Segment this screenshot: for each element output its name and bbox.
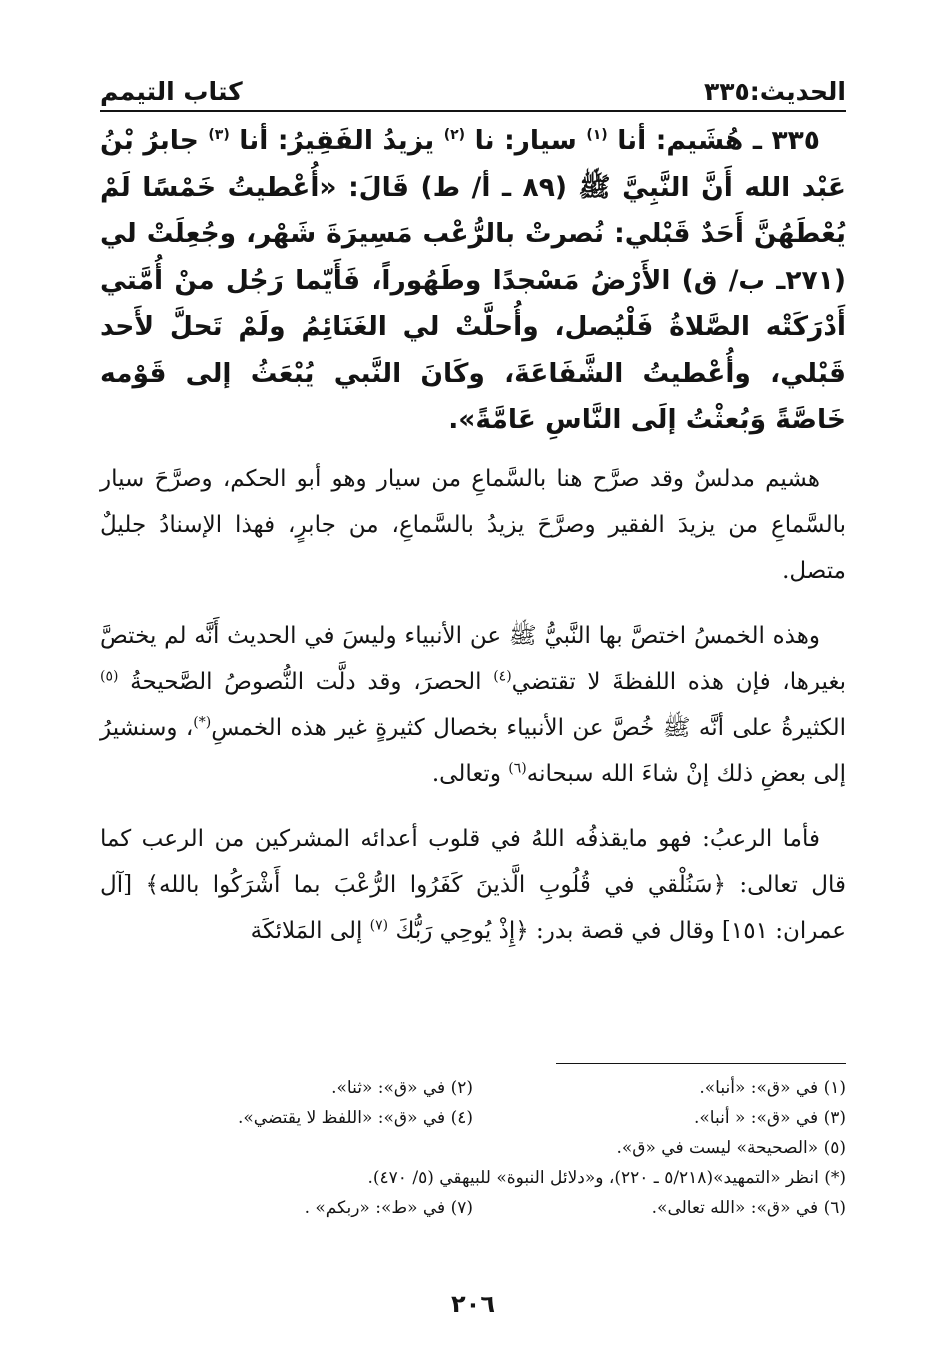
paragraph-segment: الحصرَ، وقد دلَّت النُّصوصُ الصَّحيحةُ xyxy=(118,668,494,695)
footnote-marker: (٣) xyxy=(208,127,230,144)
footnote-marker: (٦) xyxy=(508,759,527,776)
hadith-segment: هُشَيم: أنا xyxy=(607,125,753,156)
footnote-7: (٧) في «ط»: «ربكم» . xyxy=(304,1198,473,1218)
footnote-marker: (٧) xyxy=(369,916,389,933)
header-rule xyxy=(100,110,846,112)
paragraph-segment: إلى المَلائكَة xyxy=(250,917,370,944)
footnote-4: (٤) في «ق»: «اللفظ لا يقتضي». xyxy=(238,1108,473,1128)
footnote-5: (٥) «الصحيحة» ليست في «ق». xyxy=(616,1138,846,1158)
footnote-marker: (*) xyxy=(193,713,212,730)
paragraph-segment: فأما الرعبُ: فهو مايقذفُه اللهُ في قلوب أعدائه المشركين من الرعب كما قال تعالى: ﴿سَنُلْقي في قُلُوبِ الَّذينَ كَفَرُوا الرُّعْبَ بما أَشْرَكُوا بالله﴾ [آل عمران: ١٥١] وقال في قصة بدر: ﴿إِذْ يُوحِي رَبُّكَ xyxy=(100,825,846,944)
paragraph-segment: الكثيرةُ على أنَّه ﷺ خُصَّ عن الأنبياء بخصال كثيرةٍ غير هذه الخمسِ xyxy=(211,714,847,741)
footnote-1: (١) في «ق»: «أنبا». xyxy=(699,1078,846,1098)
hadith-number: ٣٣٥ ـ xyxy=(752,125,820,156)
footnote-star: (*) انظر «التمهيد»(٥/٢١٨ ـ ٢٢٠)، و«دلائل النبوة» للبيهقي (٥/ ٤٧٠). xyxy=(367,1168,846,1188)
hadith-reference: الحديث:٣٣٥ xyxy=(703,77,846,106)
footnote-marker: (١) xyxy=(586,127,608,144)
paragraph-segment: ، وسنشيرُ إلى بعضِ ذلك إنْ شاءَ الله سبحانه xyxy=(100,714,846,787)
footnote-marker: (٥) xyxy=(100,667,119,684)
hadith-segment: يزيدُ الفَقِيرُ: أنا xyxy=(229,125,444,156)
footnote-marker: (٢) xyxy=(443,127,466,144)
paragraph-segment: وتعالى. xyxy=(431,760,509,787)
commentary-paragraph xyxy=(100,456,846,594)
paragraph-segment: وهذه الخمسُ اختصَّ بها النَّبيُّ ﷺ عن الأنبياء وليسَ في الحديث أَنَّه لم يختصَّ بغيرها، فإن هذه اللفظةَ لا تقتضي xyxy=(100,622,846,695)
footnote-row xyxy=(100,1103,846,1133)
footnotes xyxy=(100,1073,846,1223)
main-text xyxy=(100,118,846,973)
commentary-paragraph xyxy=(100,816,846,954)
hadith-text xyxy=(100,118,846,444)
footnote-row xyxy=(100,1073,846,1103)
commentary-paragraph xyxy=(100,613,846,797)
paragraph-segment: هشيم مدلسٌ وقد صرَّح هنا بالسَّماعِ من سيار وهو أبو الحكم، وصرَّحَ سيار بالسَّماعِ من يزيدَ الفقير وصرَّحَ يزيدُ بالسَّماعِ، من جابرٍ، فهذا الإسنادُ جليلٌ متصل. xyxy=(100,465,846,584)
running-header xyxy=(100,72,846,106)
footnote-rule xyxy=(556,1063,846,1064)
footnote-marker: (٤) xyxy=(493,667,512,684)
footnote-6: (٦) في «ق»: «الله تعالى». xyxy=(651,1198,846,1218)
book-title: كتاب التيمم xyxy=(100,77,243,106)
hadith-segment: جابرُ بْنُ عَبْد الله أَنَّ النَّبِيَّ ﷺ (٨٩ ـ أ/ ط) قَالَ: «أُعْطيتُ خَمْسًا لَمْ يُعْطَهُنَّ أَحَدٌ قَبْلي: نُصرتْ بالرُّعْب مَسِيرَةَ شَهْر، وجُعِلَتْ لي (٢٧١ـ ب/ ق) الأَرْضُ مَسْجدًا وطَهُوراً، فَأَيّما رَجُل منْ أُمَّتي أَدْرَكَتْه الصَّلاةُ فَلْيُصل، وأُحلَّتْ لي الغَنَائِمُ ولَمْ تَحلَّ لأَحد قَبْلي، وأُعْطيتُ الشَّفَاعَةَ، وكَانَ النَّبي يُبْعَثُ إلى قَوْمه خَاصَّةً وَبُعثْتُ إلَى النَّاسِ عَامَّةً». xyxy=(100,125,846,435)
footnote-2: (٢) في «ق»: «ثنا». xyxy=(331,1078,473,1098)
page-number: ٢٠٦ xyxy=(451,1290,495,1318)
footnote-3: (٣) في «ق»: « أنبا». xyxy=(693,1108,846,1128)
footnote-row xyxy=(100,1193,846,1223)
hadith-segment: سيار: نا xyxy=(465,125,587,156)
